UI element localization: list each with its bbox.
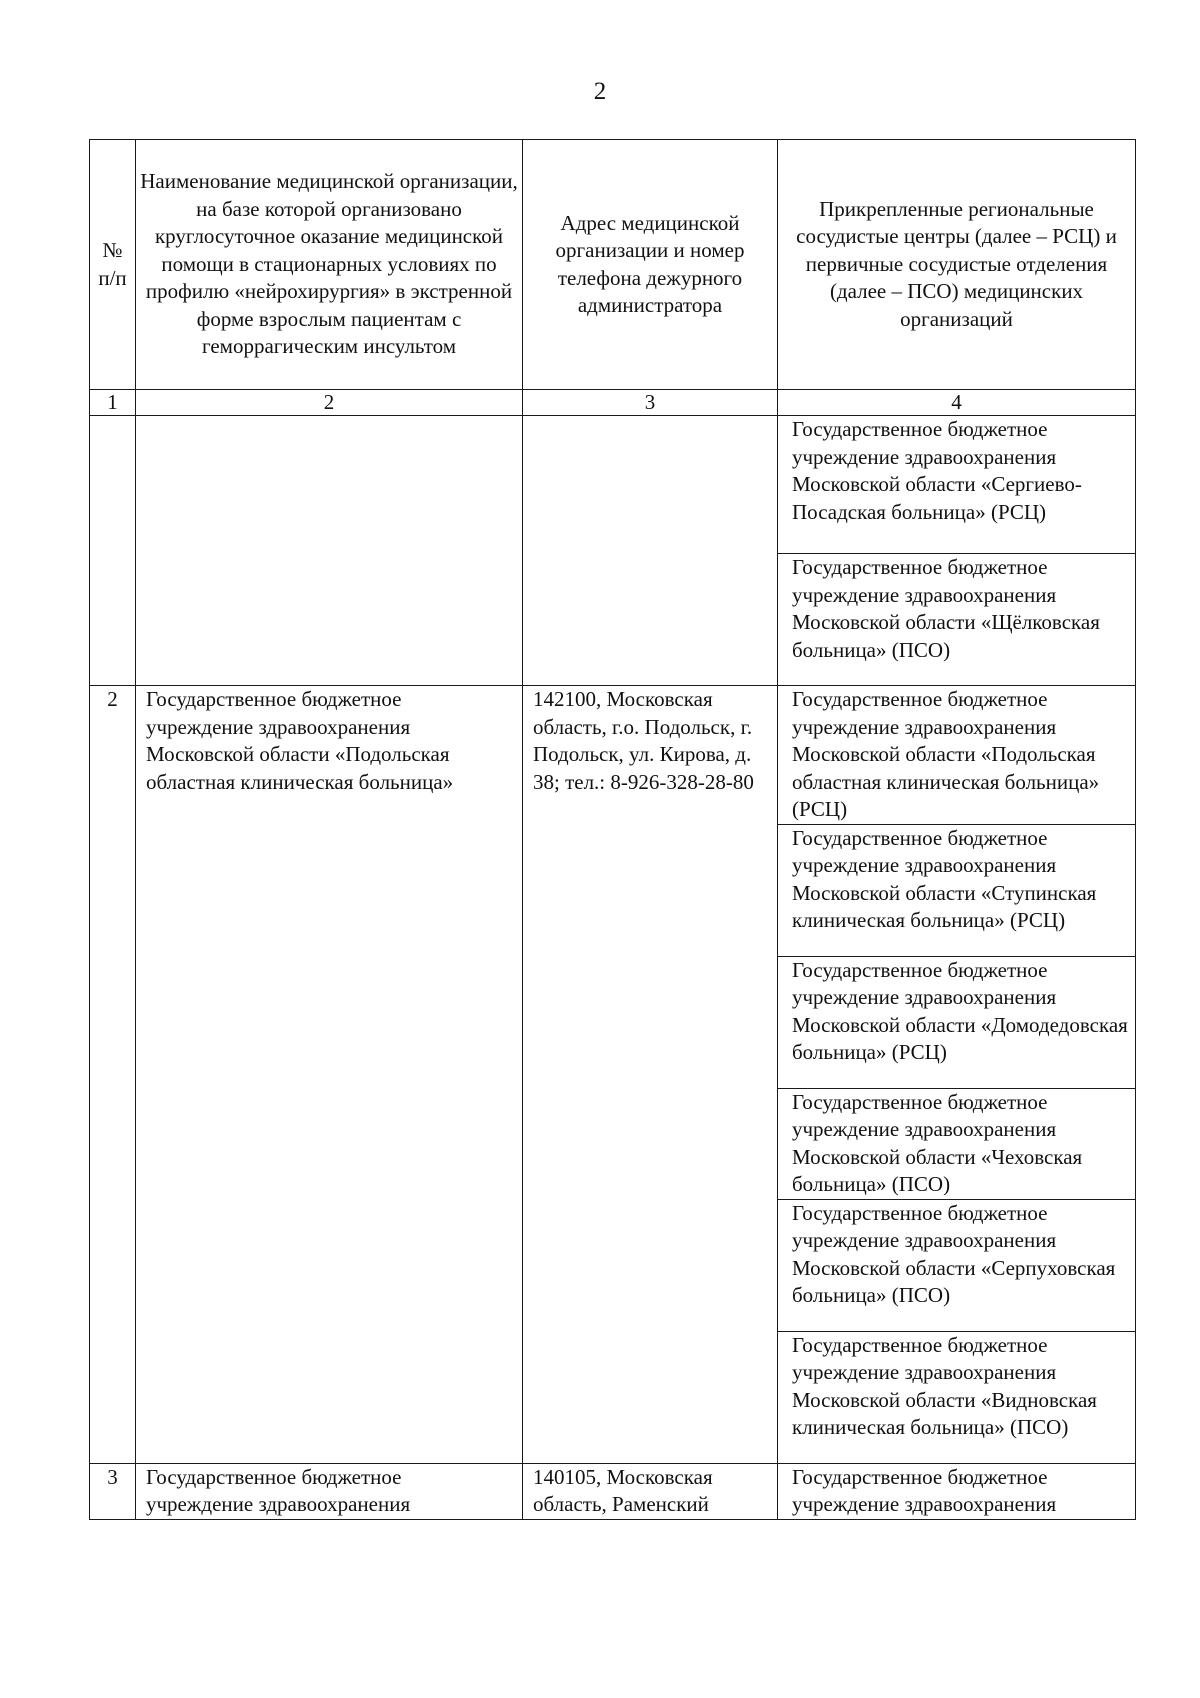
column-number: 2 — [136, 390, 523, 416]
organization-name: Государственное бюджетное учреждение здравоохранения — [136, 1463, 523, 1519]
table-row — [90, 416, 1136, 554]
table-row — [90, 686, 1136, 825]
table-row — [90, 1463, 1136, 1519]
column-numbers-row — [90, 390, 1136, 416]
organization-address: 140105, Московская область, Раменский — [523, 1463, 778, 1519]
attached-center-cell: Государственное бюджетное учреждение здравоохранения Московской области «Щёлковская больница» (ПСО) — [778, 554, 1136, 686]
organization-address: 142100, Московская область, г.о. Подольск, г. Подольск, ул. Кирова, д. 38; тел.: 8-926-328-28-80 — [523, 686, 778, 1464]
row-number: 2 — [90, 686, 136, 1464]
attached-center-cell: Государственное бюджетное учреждение здравоохранения Московской области «Ступинская клиническая больница» (РСЦ) — [778, 824, 1136, 956]
attached-center-cell: Государственное бюджетное учреждение здравоохранения Московской области «Домодедовская больница» (РСЦ) — [778, 956, 1136, 1088]
row-number: 3 — [90, 1463, 136, 1519]
header-number: № п/п — [90, 140, 136, 390]
header-address: Адрес медицинской организации и номер телефона дежурного администратора — [523, 140, 778, 390]
header-attached-centers: Прикрепленные региональные сосудистые центры (далее – РСЦ) и первичные сосудистые отделения (далее – ПСО) медицинских организаций — [778, 140, 1136, 390]
attached-center-cell: Государственное бюджетное учреждение здравоохранения Московской области «Подольская областная клиническая больница» (РСЦ) — [778, 686, 1136, 825]
table-header-row — [90, 140, 1136, 390]
hospital-table — [89, 139, 1136, 1520]
header-organization: Наименование медицинской организации, на базе которой организовано круглосуточное оказание медицинской помощи в стационарных условиях по профилю «нейрохирургия» в экстренной форме взрослым пациентам с геморрагическим инсультом — [136, 140, 523, 390]
column-number: 1 — [90, 390, 136, 416]
attached-center-cell: Государственное бюджетное учреждение здравоохранения — [778, 1463, 1136, 1519]
organization-name: Государственное бюджетное учреждение здравоохранения Московской области «Подольская областная клиническая больница» — [136, 686, 523, 1464]
column-number: 3 — [523, 390, 778, 416]
attached-center-cell: Государственное бюджетное учреждение здравоохранения Московской области «Сергиево-Посадская больница» (РСЦ) — [778, 416, 1136, 554]
attached-center-cell: Государственное бюджетное учреждение здравоохранения Московской области «Чеховская больница» (ПСО) — [778, 1088, 1136, 1199]
attached-center-cell: Государственное бюджетное учреждение здравоохранения Московской области «Серпуховская больница» (ПСО) — [778, 1199, 1136, 1331]
column-number: 4 — [778, 390, 1136, 416]
attached-center-cell: Государственное бюджетное учреждение здравоохранения Московской области «Видновская клиническая больница» (ПСО) — [778, 1331, 1136, 1463]
page-number: 2 — [593, 78, 607, 105]
